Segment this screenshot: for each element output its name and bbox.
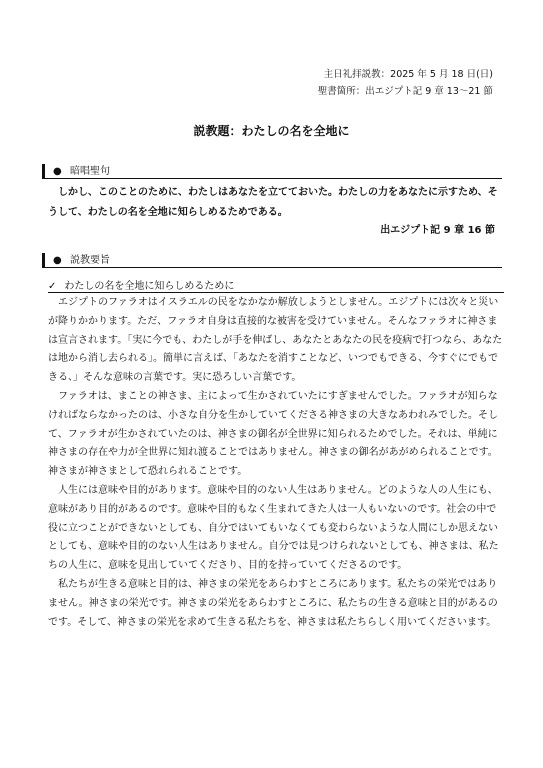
sermon-title: 説教題：わたしの名を全地に — [193, 124, 350, 138]
memory-verse-heading: 暗唱聖句 — [70, 166, 110, 177]
summary-body — [48, 294, 504, 632]
memory-verse-text: しかし、このことのために、わたしはあなたを立てておいた。わたしの力をあなたに示すため、そうして、わたしの名を全地に知らしめるためである。 — [48, 187, 498, 218]
summary-paragraph: 私たちが生きる意味と目的は、神さまの栄光をあらわすところにあります。私たちの栄光ではありません。神さまの栄光です。神さまの栄光をあらわすところに、私たちの生きる意味と目的があるのです。そして、神さまの栄光を求めて生きる私たちを、神さまは私たちらしく用いてくださいます。 — [48, 578, 498, 628]
checkmark-icon: ✓ — [48, 281, 57, 292]
summary-paragraph: エジプトのファラオはイスラエルの民をなかなか解放しようとしません。エジプトには次々と災いが降りかかります。ただ、ファラオ自身は直接的な被害を受けていません。そんなファラオに神さまは宣言されます。「実に今でも、わたしが手を伸ばし、あなたとあなたの民を疫病で打つなら、あなたは地から消し去られる」。簡単に言えば、「あなたを消すことなど、いつでもできる、今すぐにでもできる、」そんな意味の言葉です。実に恐ろしい言葉です。 — [48, 297, 503, 384]
summary-heading: 説教要旨 — [70, 255, 110, 266]
section-heading-memory-verse — [42, 164, 502, 179]
summary-paragraph: 人生には意味や目的があります。意味や目的のない人生はありません。どのような人の人生にも、意味があり目的があるのです。意味や目的もなく生まれてきた人は一人もいないのです。社会の中で役に立つことができないとしても、自分ではいてもいなくても変わらないような人間にしか思えないとしても、意味や目的のない人生はありません。自分では見つけられないとしても、神さまは、私たちの人生に、意味を見出していてくださり、目的を持っていてくださるのです。 — [48, 484, 499, 572]
scripture-passage: 聖書箇所：出エジプト記 9 章 13～21 節 — [317, 86, 493, 97]
bullet-icon: ● — [53, 166, 62, 177]
summary-subheading — [48, 277, 234, 292]
memory-verse-reference: 出エジプト記 9 章 16 節 — [380, 225, 495, 236]
section-heading-summary — [42, 253, 502, 268]
subheading-underline — [48, 292, 504, 293]
bullet-icon: ● — [53, 255, 62, 266]
sermon-date: 主日礼拝説教：2025 年 5 月 18 日(日) — [323, 69, 493, 80]
summary-paragraph: ファラオは、まことの神さま、主によって生かされていたにすぎませんでした。ファラオが知らなければならなかったのは、小さな自分を生かしていてくださる神さまの大きなあわれみでした。そして、ファラオが生かされていたのは、神さまの御名が全世界に知られるためでした。それは、単純に神さまの存在や力が全世界に知れ渡ることではありません。神さまの御名があがめられることです。神さまが神さまとして恐れられることです。 — [48, 390, 498, 478]
summary-subheading-text: わたしの名を全地に知らしめるために — [64, 281, 235, 292]
